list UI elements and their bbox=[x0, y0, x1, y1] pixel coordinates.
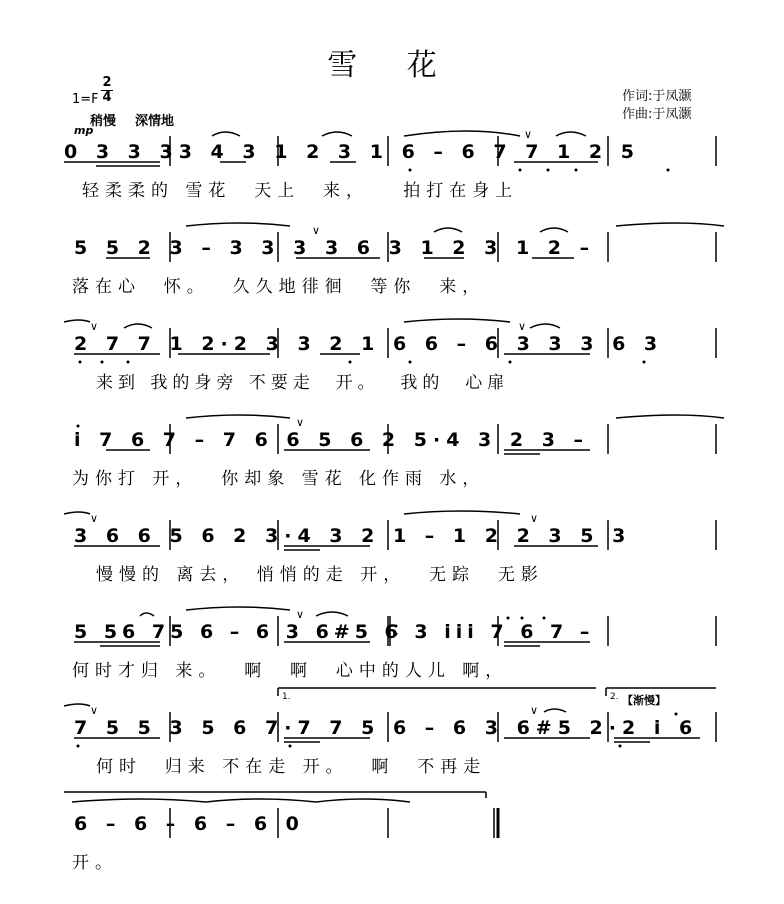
expression-marking: 深情地 bbox=[135, 114, 175, 129]
row-4-lyrics: 为你打 开， 你却象 雪花 化作雨 水， bbox=[72, 469, 486, 489]
row-4-notes: i 7 6 7 – 7 6 6 5 6 2 5·4 3 2 3 – bbox=[74, 429, 590, 451]
score-row-5 bbox=[0, 512, 784, 616]
volta-2-label: 2. bbox=[610, 692, 619, 702]
svg-text:∨: ∨ bbox=[296, 416, 305, 429]
row-2-lyrics: 落在心 怀。 久久地徘徊 等你 来， bbox=[72, 277, 486, 297]
page-title: 雪 花 bbox=[327, 48, 457, 83]
dynamic-marking: mp bbox=[74, 124, 94, 137]
svg-text:∨: ∨ bbox=[90, 512, 99, 525]
composer-credit: 作曲:于凤灏 bbox=[622, 107, 692, 122]
time-sig-top: 2 bbox=[102, 75, 112, 90]
row-1-notes: 0 3 3 33 4 3 1 2 3 1 6 – 6 7 7 1 2 5 bbox=[64, 141, 640, 163]
svg-text:∨: ∨ bbox=[312, 224, 321, 237]
volta-1-label: 1. bbox=[282, 692, 291, 702]
time-sig-bottom: 4 bbox=[102, 90, 112, 105]
row-7-lyrics: 何时 归来 不在走 开。 啊 不再走 bbox=[96, 757, 487, 777]
svg-text:∨: ∨ bbox=[90, 704, 99, 717]
row-5-notes: 3 6 6 5 6 2 3·4 3 2 1 – 1 2 2 3 5 3 bbox=[74, 525, 632, 547]
svg-text:∨: ∨ bbox=[530, 512, 539, 525]
svg-text:∨: ∨ bbox=[90, 320, 99, 333]
row-8-lyrics: 开。 bbox=[72, 853, 118, 873]
key-signature: 1=F bbox=[72, 92, 99, 107]
score-row-8 bbox=[0, 808, 784, 904]
score-row-4 bbox=[0, 416, 784, 520]
row-6-notes: 5 56 75 6 – 6 3 6#5 6 3 iii 7 6 7 – bbox=[74, 621, 595, 643]
row-3-notes: 2 7 7 1 2·2 3 3 2 1 6 6 – 6 3 3 3 6 3 bbox=[74, 333, 664, 355]
row-6-lyrics: 何时才归 来。 啊 啊 心中的人儿 啊， bbox=[72, 661, 509, 681]
svg-text:∨: ∨ bbox=[518, 320, 527, 333]
row-3-lyrics: 来到 我的身旁 不要走 开。 我的 心扉 bbox=[96, 373, 510, 393]
time-signature bbox=[101, 76, 113, 105]
ritardando-marking: 【渐慢】 bbox=[622, 694, 666, 707]
score-row-6 bbox=[0, 608, 784, 712]
row-2-notes: 5 5 2 3 – 3 3 3 3 6 3 1 2 3 1 2 – bbox=[74, 237, 596, 259]
svg-text:∨: ∨ bbox=[524, 128, 533, 141]
svg-text:∨: ∨ bbox=[296, 608, 305, 621]
score-row-2 bbox=[0, 224, 784, 328]
score-row-7 bbox=[0, 692, 784, 808]
row-5-lyrics: 慢慢的 离去， 悄悄的走 开， 无踪 无影 bbox=[96, 565, 544, 585]
score-row-3 bbox=[0, 320, 784, 424]
row-7-notes: 7 5 5 3 5 6 7·7 7 5 6 – 6 3 6#5 2·2 i 6 bbox=[74, 717, 699, 739]
svg-text:∨: ∨ bbox=[530, 704, 539, 717]
tempo-marking: 稍慢 bbox=[90, 114, 117, 129]
row-1-lyrics: 轻柔柔的 雪花 天上 来， 拍打在身上 bbox=[82, 181, 519, 201]
lyricist-credit: 作词:于凤灏 bbox=[622, 89, 692, 104]
row-8-notes: 6 – 6 – 6 – 6 0 bbox=[74, 813, 305, 835]
